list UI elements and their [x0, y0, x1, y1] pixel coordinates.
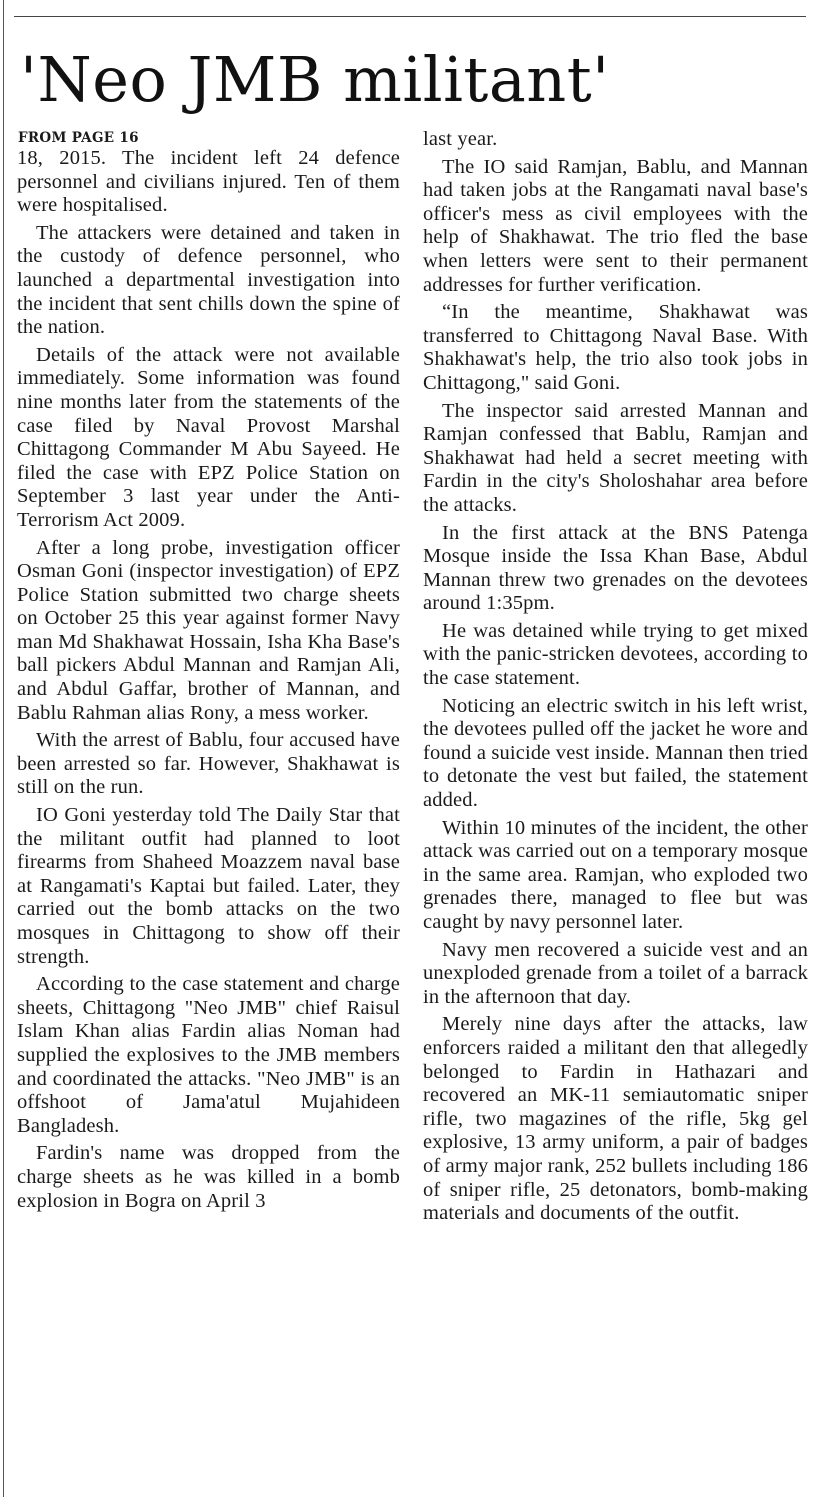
paragraph: The inspector said arrested Mannan and Ramjan confessed that Bablu, Ramjan and Shakhawat had held a secret meeting with Fardin in the city's Sholoshahar area before the attacks. — [423, 399, 808, 516]
paragraph: “In the meantime, Shakhawat was transferred to Chittagong Naval Base. With Shakhawat's help, the trio also took jobs in Chittagong," said Goni. — [423, 301, 808, 394]
paragraph: Noticing an electric switch in his left wrist, the devotees pulled off the jacket he wore and found a suicide vest inside. Mannan then tried to detonate the vest but failed, the statement added. — [423, 694, 808, 812]
paragraph: With the arrest of Bablu, four accused have been arrested so far. However, Shakhawat is still on the run. — [17, 729, 400, 799]
article-column-right — [423, 128, 808, 1230]
column-divider-left — [3, 0, 4, 1497]
paragraph: IO Goni yesterday told The Daily Star that the militant outfit had planned to loot firearms from Shaheed Moazzem naval base at Rangamati's Kaptai but failed. Later, they carried out the bomb attacks on the two mosques in Chittagong to show off their strength. — [17, 804, 400, 968]
paragraph: Merely nine days after the attacks, law enforcers raided a militant den that allegedly belonged to Fardin in Hathazari and recovered an MK-11 semiautomatic sniper rifle, two magazines of the rifle, 5kg gel explosive, 13 army uniform, a pair of badges of army major rank, 252 bullets including 186 of sniper rifle, 25 detonators, bomb-making materials and documents of the outfit. — [423, 1013, 808, 1225]
paragraph: He was detained while trying to get mixed with the panic-stricken devotees, according to the case statement. — [423, 619, 808, 690]
paragraph: Details of the attack were not available immediately. Some information was found nine months later from the statements of the case filed by Naval Provost Marshal Chittagong Commander M Abu Sayeed. He filed the case with EPZ Police Station on September 3 last year under the Anti-Terrorism Act 2009. — [17, 343, 400, 531]
paragraph: According to the case statement and charge sheets, Chittagong "Neo JMB" chief Raisul Islam Khan alias Fardin alias Noman had supplied the explosives to the JMB members and coordinated the attacks. "Neo JMB" is an offshoot of Jama'atul Mujahideen Bangladesh. — [17, 973, 400, 1137]
paragraph: Within 10 minutes of the incident, the other attack was carried out on a temporary mosque in the same area. Ramjan, who exploded two grenades there, managed to flee but was caught by navy personnel later. — [423, 816, 808, 933]
paragraph: The attackers were detained and taken in the custody of defence personnel, who launched a departmental investigation into the incident that sent chills down the spine of the nation. — [17, 221, 400, 339]
paragraph: The IO said Ramjan, Bablu, and Mannan had taken jobs at the Rangamati naval base's officer's mess as civil employees with the help of Shakhawat. The trio fled the base when letters were sent to their permanent addresses for further verification. — [423, 155, 808, 296]
article-headline: 'Neo JMB militant' — [20, 43, 610, 116]
paragraph: In the first attack at the BNS Patenga Mosque inside the Issa Khan Base, Abdul Mannan threw two grenades on the devotees around 1:35pm. — [423, 521, 808, 615]
top-rule — [14, 16, 806, 17]
continuation-label: FROM PAGE 16 — [18, 130, 139, 146]
paragraph: last year. — [423, 128, 498, 150]
paragraph: Navy men recovered a suicide vest and an unexploded grenade from a toilet of a barrack in the afternoon that day. — [423, 938, 808, 1008]
paragraph: After a long probe, investigation officer Osman Goni (inspector investigation) of EPZ Police Station submitted two charge sheets on October 25 this year against former Navy man Md Shakhawat Hossain, Isha Kha Base's ball pickers Abdul Mannan and Ramjan Ali, and Abdul Gaffar, brother of Mannan, and Bablu Rahman alias Rony, a mess worker. — [17, 536, 400, 724]
article-column-left — [17, 130, 400, 1217]
paragraph: Fardin's name was dropped from the charge sheets as he was killed in a bomb explosion in Bogra on April 3 — [17, 1142, 400, 1212]
paragraph: 18, 2015. The incident left 24 defence personnel and civilians injured. Ten of them were hospitalised. — [17, 147, 400, 217]
